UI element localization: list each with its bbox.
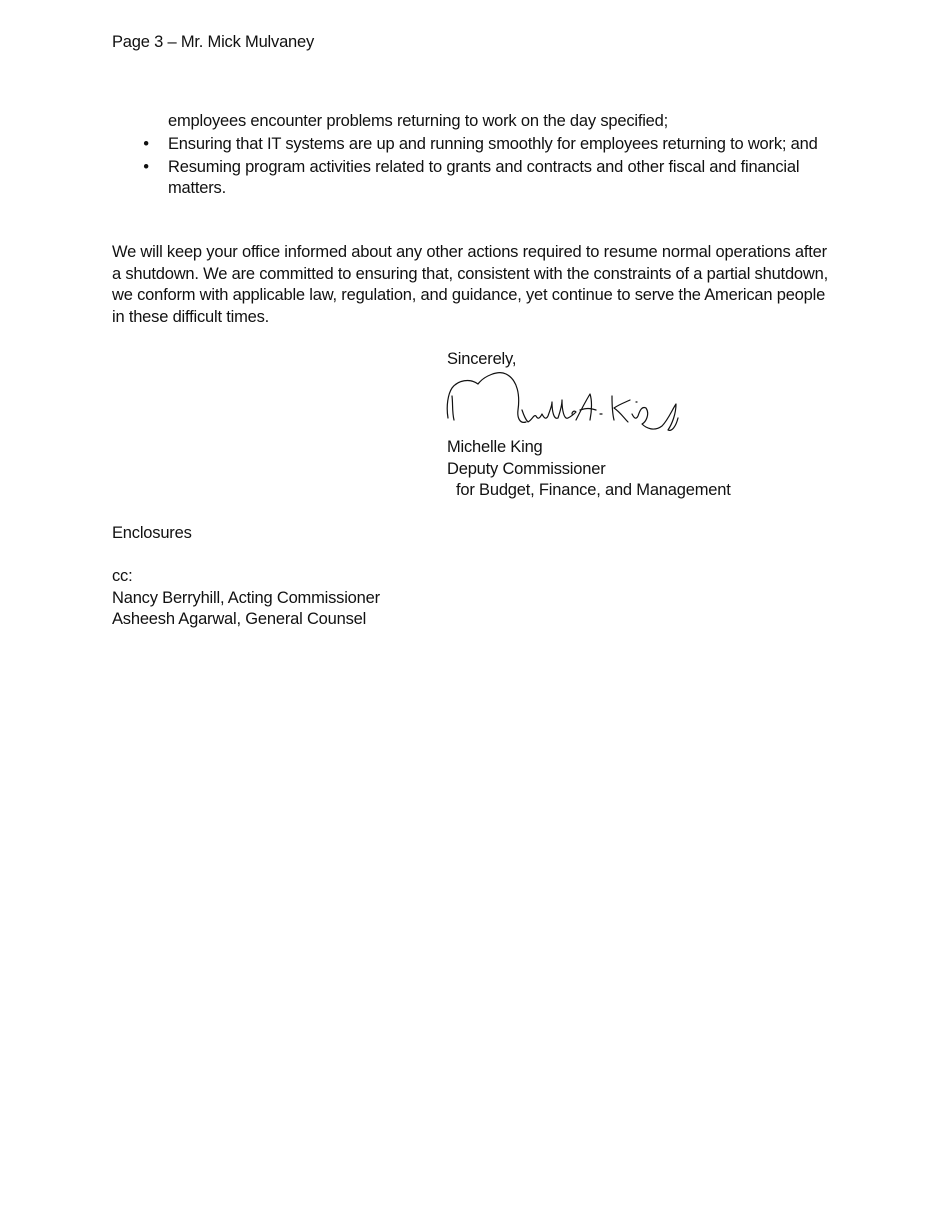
- list-item: [112, 134, 842, 156]
- signature-block: [447, 437, 731, 502]
- cc-recipient: Nancy Berryhill, Acting Commissioner: [112, 588, 380, 607]
- cc-recipient: Asheesh Agarwal, General Counsel: [112, 610, 367, 628]
- bullet-icon: •: [143, 157, 149, 176]
- list-item-text: Ensuring that IT systems are up and running smoothly for employees returning to work; and: [168, 135, 818, 153]
- signer-division: for Budget, Finance, and Management: [456, 481, 731, 499]
- body-paragraph: We will keep your office informed about any other actions required to resume normal operations after a shutdown. We are committed to ensuring that, consistent with the constraints of a partial shutdown, we conform with applicable law, regulation, and guidance, yet continue to serve the American people in these difficult times.: [112, 243, 828, 326]
- signature-image: [440, 366, 690, 436]
- signer-title: Deputy Commissioner: [447, 459, 606, 478]
- bullet-list: [112, 134, 842, 201]
- bullet-continuation: employees encounter problems returning to work on the day specified;: [168, 112, 669, 130]
- page-header: Page 3 – Mr. Mick Mulvaney: [112, 33, 315, 51]
- closing: Sincerely,: [447, 350, 517, 368]
- signer-name: Michelle King: [447, 438, 543, 456]
- bullet-icon: •: [143, 135, 149, 153]
- list-item: [112, 157, 842, 200]
- enclosures-label: Enclosures: [112, 524, 192, 542]
- cc-label: cc:: [112, 567, 133, 585]
- cc-block: [112, 566, 380, 631]
- list-item-text: Resuming program activities related to grants and contracts and other fiscal and financial matters.: [168, 157, 800, 197]
